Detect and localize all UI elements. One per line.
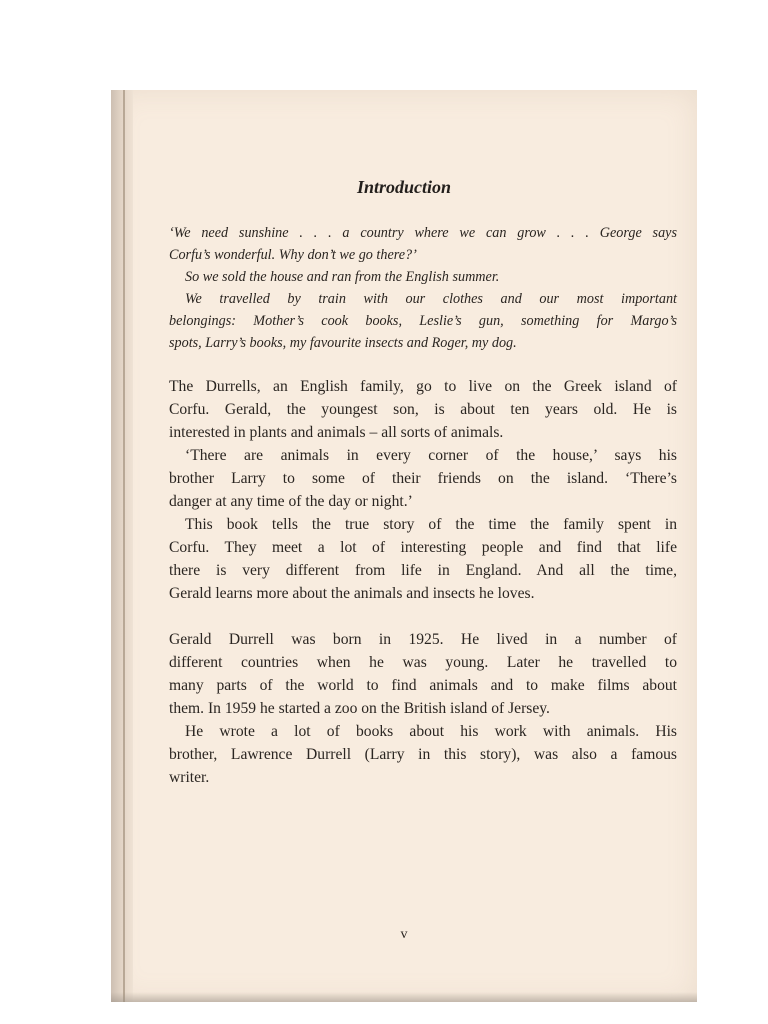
page-title: Introduction bbox=[356, 177, 452, 197]
author-paragraphs bbox=[169, 631, 677, 796]
epigraph bbox=[169, 225, 677, 365]
page-gutter bbox=[111, 90, 133, 1002]
paragraph-line: writer. bbox=[169, 769, 210, 786]
paragraph-line: many parts of the world to find animals and to make films about bbox=[169, 677, 677, 694]
epigraph-line: ‘We need sunshine . . . a country where we can grow . . . George says bbox=[169, 225, 677, 241]
epigraph-line: spots, Larry’s books, my favourite insects and Roger, my dog. bbox=[169, 335, 517, 351]
paragraph-line: Corfu. They meet a lot of interesting people and find that life bbox=[169, 539, 677, 556]
paragraph-line: brother, Lawrence Durrell (Larry in this story), was also a famous bbox=[169, 746, 677, 763]
paragraph-line: them. In 1959 he started a zoo on the British island of Jersey. bbox=[169, 700, 550, 717]
paragraph-line: different countries when he was young. Later he travelled to bbox=[169, 654, 677, 671]
paragraph-line: brother Larry to some of their friends on the island. ‘There’s bbox=[169, 470, 677, 487]
paragraph-line: Gerald learns more about the animals and insects he loves. bbox=[169, 585, 535, 602]
epigraph-line: We travelled by train with our clothes and our most important bbox=[185, 291, 677, 307]
paragraph-line: This book tells the true story of the time the family spent in bbox=[185, 516, 677, 533]
paragraph-line: Corfu. Gerald, the youngest son, is about ten years old. He is bbox=[169, 401, 677, 418]
intro-paragraphs bbox=[169, 378, 677, 608]
gutter-fold-line bbox=[123, 90, 125, 1002]
paragraph-line: interested in plants and animals – all sorts of animals. bbox=[169, 424, 504, 441]
epigraph-line: So we sold the house and ran from the English summer. bbox=[185, 269, 500, 285]
paragraph-line: danger at any time of the day or night.’ bbox=[169, 493, 413, 510]
paragraph-line: there is very different from life in England. And all the time, bbox=[169, 562, 677, 579]
epigraph-line: belongings: Mother’s cook books, Leslie’s gun, something for Margo’s bbox=[169, 313, 677, 329]
page-bottom-shadow bbox=[111, 992, 697, 1002]
paragraph-line: The Durrells, an English family, go to live on the Greek island of bbox=[169, 378, 677, 395]
paragraph-line: ‘There are animals in every corner of the house,’ says his bbox=[185, 447, 677, 464]
page-number: v bbox=[400, 927, 408, 942]
epigraph-line: Corfu’s wonderful. Why don’t we go there?’ bbox=[169, 247, 417, 263]
book-page bbox=[111, 90, 697, 1002]
paragraph-line: Gerald Durrell was born in 1925. He lived in a number of bbox=[169, 631, 677, 648]
paragraph-line: He wrote a lot of books about his work with animals. His bbox=[185, 723, 677, 740]
